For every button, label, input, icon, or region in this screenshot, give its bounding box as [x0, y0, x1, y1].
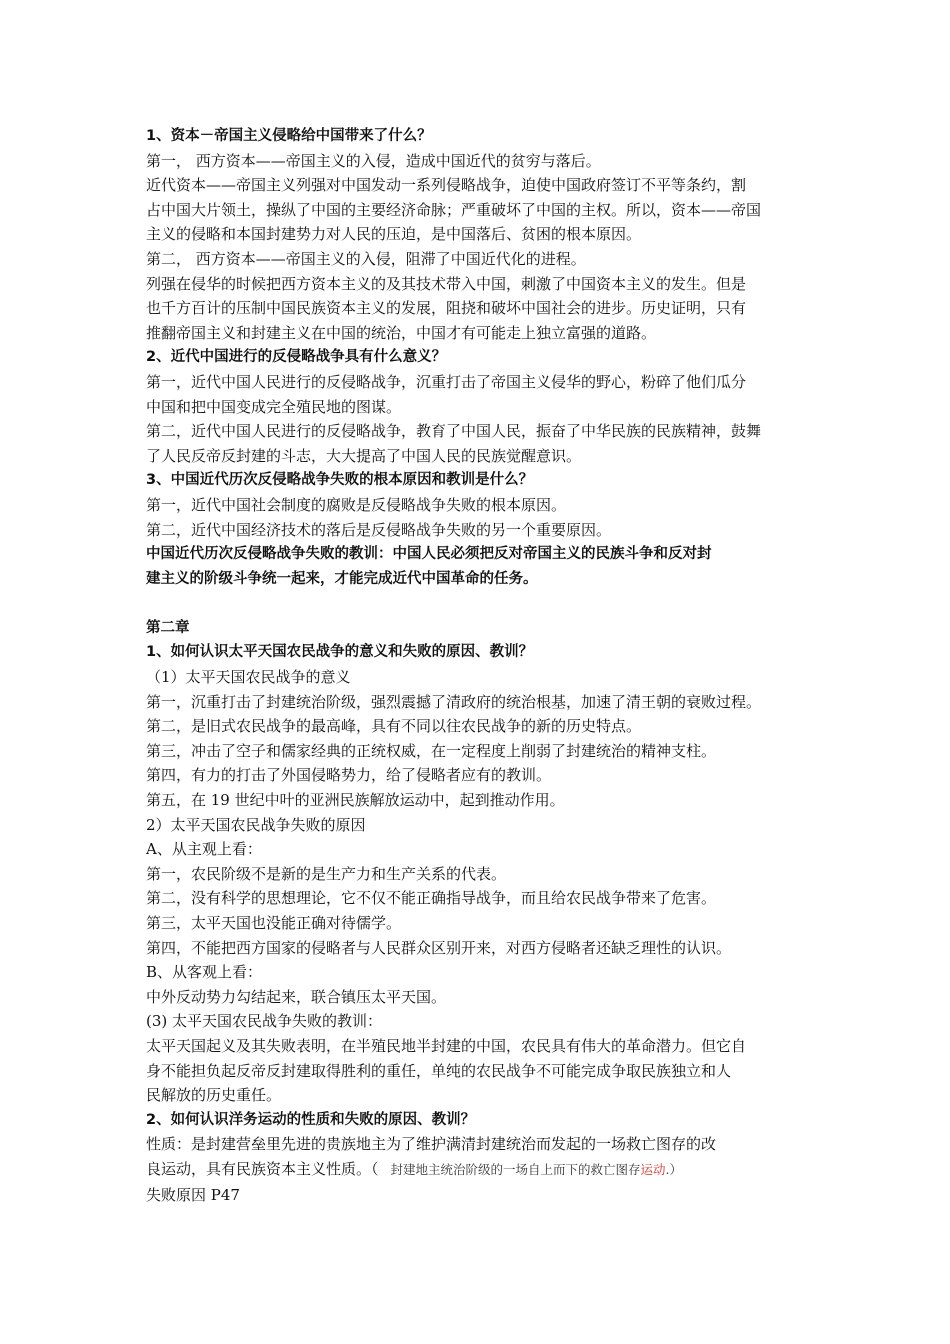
text-line: 中国和把中国变成完全殖民地的图谋。: [146, 397, 402, 416]
text-line: 推翻帝国主义和封建主义在中国的统治，中国才有可能走上独立富强的道路。: [146, 323, 657, 342]
text-line: 性质：是封建营垒里先进的贵族地主为了维护满清封建统治而发起的一场救亡图存的改: [146, 1135, 717, 1154]
failure-reason-line: 失败原因 P47: [146, 1185, 240, 1204]
heading-line: 第二章: [146, 619, 190, 636]
text-line: 第二，近代中国人民进行的反侵略战争，教育了中国人民，振奋了中华民族的民族精神，鼓舞: [146, 422, 762, 441]
text-line: (3) 太平天国农民战争失败的教训：: [146, 1012, 383, 1031]
blank-line: [146, 591, 810, 616]
text-line: 身不能担负起反帝反封建取得胜利的重任，单纯的农民战争不可能完成争取民族独立和人: [146, 1061, 732, 1080]
text-line: 也千方百计的压制中国民族资本主义的发展，阻挠和破坏中国社会的进步。历史证明，只有: [146, 299, 747, 318]
text-line: 了人民反帝反封建的斗志，大大提高了中国人民的民族觉醒意识。: [146, 446, 582, 465]
text-line: 第二，是旧式农民战争的最高峰，具有不同以往农民战争的新的历史特点。: [146, 717, 642, 736]
text-line: 列强在侵华的时候把西方资本主义的及其技术带入中国，刺激了中国资本主义的发生。但是: [146, 274, 747, 293]
text-line: 2）太平天国农民战争失败的原因: [146, 815, 366, 834]
nature-annotation: [379, 1162, 682, 1177]
document-body: [146, 124, 810, 1157]
nature-continuation-line: [146, 1157, 810, 1183]
heading-line: 建主义的阶级斗争统一起来，才能完成近代中国革命的任务。: [146, 570, 538, 587]
heading-line: 2、近代中国进行的反侵略战争具有什么意义？: [146, 349, 447, 366]
text-line: 第一，沉重打击了封建统治阶级，强烈震撼了清政府的统治根基，加速了清王朝的衰败过程。: [146, 692, 762, 711]
text-line: 第三，冲击了空子和儒家经典的正统权威，在一定程度上削弱了封建统治的精神支柱。: [146, 741, 717, 760]
text-line: 第一，近代中国社会制度的腐败是反侵略战争失败的根本原因。: [146, 495, 567, 514]
text-line: 太平天国起义及其失败表明，在半殖民地半封建的中国，农民具有伟大的革命潜力。但它自: [146, 1036, 747, 1055]
text-line: 第三，太平天国也没能正确对待儒学。: [146, 914, 402, 932]
text-line: 第一，近代中国人民进行的反侵略战争，沉重打击了帝国主义侵华的野心，粉碎了他们瓜分: [146, 372, 747, 391]
text-line: 第二，近代中国经济技术的落后是反侵略战争失败的另一个重要原因。: [146, 520, 612, 539]
text-line: 第二，没有科学的思想理论，它不仅不能正确指导战争，而且给农民战争带来了危害。: [146, 889, 717, 908]
text-line: 第四，有力的打击了外国侵略势力，给了侵略者应有的教训。: [146, 766, 552, 785]
text-line: 第二， 西方资本——帝国主义的入侵，阻滞了中国近代化的进程。: [146, 249, 586, 268]
text-line: 民解放的历史重任。: [146, 1086, 282, 1105]
text-line: 主义的侵略和本国封建势力对人民的压迫，是中国落后、贫困的根本原因。: [146, 225, 642, 244]
heading-line: 2、如何认识洋务运动的性质和失败的原因、教训？: [146, 1111, 476, 1128]
document-page: [146, 124, 810, 1207]
heading-line: 中国近代历次反侵略战争失败的教训：中国人民必须把反对帝国主义的民族斗争和反对封: [146, 546, 712, 563]
heading-line: 1、资本－帝国主义侵略给中国带来了什么？: [146, 128, 432, 144]
text-line: 第一，农民阶级不是新的是生产力和生产关系的代表。: [146, 864, 507, 883]
heading-line: 1、如何认识太平天国农民战争的意义和失败的原因、教训？: [146, 644, 534, 661]
text-line: B、从客观上看：: [146, 963, 263, 982]
text-line: 近代资本——帝国主义列强对中国发动一系列侵略战争，迫使中国政府签订不平等条约，割: [146, 176, 747, 195]
text-line: A、从主观上看：: [146, 840, 262, 859]
text-line: 中外反动势力勾结起来，联合镇压太平天国。: [146, 987, 447, 1006]
nature-annotation-end: .）: [665, 1161, 682, 1177]
heading-line: 3、中国近代历次反侵略战争失败的根本原因和教训是什么？: [146, 472, 534, 489]
text-line: 占中国大片领土，操纵了中国的主要经济命脉；严重破坏了中国的主权。所以，资本——帝国: [146, 200, 762, 219]
text-line: （1）太平天国农民战争的意义: [146, 668, 351, 687]
nature-annotation-text: 封建地主统治阶级的一场自上而下的救亡图存: [390, 1161, 641, 1177]
nature-continuation-text: 良运动，具有民族资本主义性质。（: [146, 1159, 379, 1178]
text-line: 第一， 西方资本——帝国主义的入侵，造成中国近代的贫穷与落后。: [146, 151, 601, 170]
text-line: 第五，在 19 世纪中叶的亚洲民族解放运动中，起到推动作用。: [146, 791, 565, 810]
nature-annotation-highlight: 运动: [640, 1161, 666, 1177]
text-line: 第四，不能把西方国家的侵略者与人民群众区别开来，对西方侵略者还缺乏理性的认识。: [146, 938, 732, 957]
